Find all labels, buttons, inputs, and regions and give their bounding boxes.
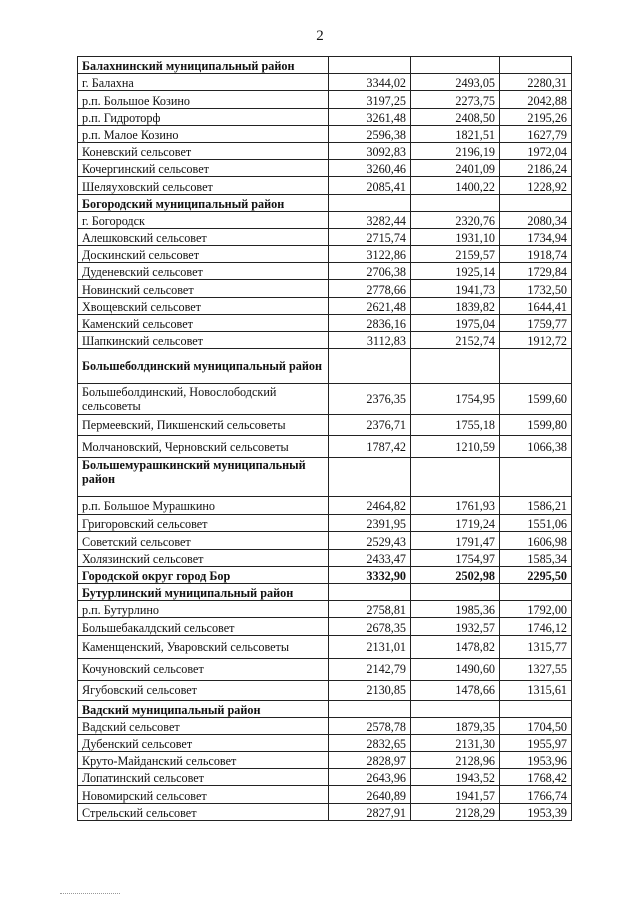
value-cell-3: 1732,50: [500, 280, 572, 297]
table-row: [78, 635, 572, 658]
value-cell-1: 3092,83: [329, 142, 411, 159]
value-cell-1: [329, 458, 411, 497]
value-cell-1: 3344,02: [329, 74, 411, 91]
table-row: [78, 108, 572, 125]
settlement-name-cell: Коневский сельсовет: [78, 142, 329, 159]
table-row: [78, 601, 572, 618]
value-cell-3: 1792,00: [500, 601, 572, 618]
value-cell-3: 1606,98: [500, 532, 572, 549]
settlement-name-cell: Большемурашкинский муниципальный район: [78, 458, 329, 497]
value-cell-3: 1768,42: [500, 769, 572, 786]
settlement-name-cell: Городской округ город Бор: [78, 566, 329, 583]
settlement-name-cell: Стрельский сельсовет: [78, 803, 329, 820]
value-cell-3: 1627,79: [500, 125, 572, 142]
value-cell-2: 1210,59: [411, 436, 500, 458]
table-row: [78, 532, 572, 549]
district-row: [78, 57, 572, 74]
settlement-name-cell: Балахнинский муниципальный район: [78, 57, 329, 74]
value-cell-3: 1327,55: [500, 658, 572, 680]
value-cell-1: 3282,44: [329, 211, 411, 228]
value-cell-2: 1941,73: [411, 280, 500, 297]
value-cell-3: 1228,92: [500, 177, 572, 194]
value-cell-2: 1755,18: [411, 415, 500, 436]
table-row: [78, 177, 572, 194]
table-row: [78, 246, 572, 263]
value-cell-2: 1754,97: [411, 549, 500, 566]
value-cell-3: 2042,88: [500, 91, 572, 108]
settlement-name-cell: Хвощевский сельсовет: [78, 297, 329, 314]
table-row: [78, 769, 572, 786]
settlement-name-cell: Холязинский сельсовет: [78, 549, 329, 566]
value-cell-3: 1599,60: [500, 384, 572, 415]
settlement-name-cell: Большеболдинский, Новослободский сельсоветы: [78, 384, 329, 415]
value-cell-2: [411, 57, 500, 74]
table-row: [78, 436, 572, 458]
settlement-name-cell: Кочергинский сельсовет: [78, 160, 329, 177]
value-cell-1: 2621,48: [329, 297, 411, 314]
value-cell-2: 1941,57: [411, 786, 500, 803]
settlement-name-cell: Каменщенский, Уваровский сельсоветы: [78, 635, 329, 658]
value-cell-2: 1839,82: [411, 297, 500, 314]
value-cell-3: 1586,21: [500, 497, 572, 515]
settlement-name-cell: Ягубовский сельсовет: [78, 680, 329, 700]
value-cell-1: 2832,65: [329, 734, 411, 751]
value-cell-2: [411, 583, 500, 600]
value-cell-3: 2186,24: [500, 160, 572, 177]
value-cell-3: [500, 349, 572, 384]
value-cell-1: 3112,83: [329, 332, 411, 349]
value-cell-1: 3260,46: [329, 160, 411, 177]
value-cell-2: 1985,36: [411, 601, 500, 618]
district-row: [78, 458, 572, 497]
value-cell-3: 1953,39: [500, 803, 572, 820]
settlement-name-cell: Григоровский сельсовет: [78, 515, 329, 532]
value-cell-2: 2131,30: [411, 734, 500, 751]
value-cell-1: 2715,74: [329, 228, 411, 245]
value-cell-3: 1551,06: [500, 515, 572, 532]
table-row: [78, 228, 572, 245]
value-cell-1: 2433,47: [329, 549, 411, 566]
value-cell-2: [411, 700, 500, 717]
settlement-name-cell: Шапкинский сельсовет: [78, 332, 329, 349]
district-row: [78, 194, 572, 211]
value-cell-3: 2195,26: [500, 108, 572, 125]
table-row: [78, 160, 572, 177]
value-cell-1: 2376,71: [329, 415, 411, 436]
value-cell-2: 1821,51: [411, 125, 500, 142]
table-row: [78, 384, 572, 415]
settlement-name-cell: Лопатинский сельсовет: [78, 769, 329, 786]
table-row: [78, 549, 572, 566]
value-cell-1: 2085,41: [329, 177, 411, 194]
settlement-name-cell: Новомирский сельсовет: [78, 786, 329, 803]
value-cell-2: 1490,60: [411, 658, 500, 680]
value-cell-1: 2391,95: [329, 515, 411, 532]
value-cell-3: 2080,34: [500, 211, 572, 228]
value-cell-1: 2778,66: [329, 280, 411, 297]
table-row: [78, 125, 572, 142]
value-cell-3: 2295,50: [500, 566, 572, 583]
settlement-name-cell: Бутурлинский муниципальный район: [78, 583, 329, 600]
value-cell-3: 2280,31: [500, 74, 572, 91]
settlement-name-cell: Дуденевский сельсовет: [78, 263, 329, 280]
value-cell-2: 1761,93: [411, 497, 500, 515]
value-cell-2: 1791,47: [411, 532, 500, 549]
value-cell-1: 2706,38: [329, 263, 411, 280]
settlement-name-cell: Богородский муниципальный район: [78, 194, 329, 211]
value-cell-2: [411, 194, 500, 211]
table-row: [78, 717, 572, 734]
value-cell-3: 1729,84: [500, 263, 572, 280]
value-cell-1: 2643,96: [329, 769, 411, 786]
table-body: [78, 57, 572, 821]
table-row: [78, 280, 572, 297]
page-number: 2: [316, 28, 324, 44]
value-cell-2: 2196,19: [411, 142, 500, 159]
table-row: [78, 297, 572, 314]
value-cell-3: [500, 458, 572, 497]
table-row: [78, 415, 572, 436]
value-cell-3: [500, 194, 572, 211]
settlement-name-cell: Алешковский сельсовет: [78, 228, 329, 245]
settlement-name-cell: Каменский сельсовет: [78, 314, 329, 331]
value-cell-1: 3122,86: [329, 246, 411, 263]
table-row: [78, 332, 572, 349]
value-cell-1: 2758,81: [329, 601, 411, 618]
table-row: [78, 658, 572, 680]
settlement-name-cell: р.п. Гидроторф: [78, 108, 329, 125]
value-cell-3: 1704,50: [500, 717, 572, 734]
value-cell-2: 2273,75: [411, 91, 500, 108]
table-row: [78, 734, 572, 751]
value-cell-3: 1644,41: [500, 297, 572, 314]
table-row: [78, 786, 572, 803]
value-cell-3: 1953,96: [500, 752, 572, 769]
value-cell-1: [329, 583, 411, 600]
value-cell-2: 2493,05: [411, 74, 500, 91]
value-cell-3: [500, 583, 572, 600]
value-cell-2: 2320,76: [411, 211, 500, 228]
table-row: [78, 142, 572, 159]
value-cell-1: [329, 700, 411, 717]
value-cell-2: 1478,82: [411, 635, 500, 658]
district-row: [78, 583, 572, 600]
settlement-name-cell: Большебакалдский сельсовет: [78, 618, 329, 635]
value-cell-3: 1734,94: [500, 228, 572, 245]
value-cell-1: 3332,90: [329, 566, 411, 583]
value-cell-2: 1754,95: [411, 384, 500, 415]
settlement-name-cell: Пермеевский, Пикшенский сельсоветы: [78, 415, 329, 436]
table-row: [78, 497, 572, 515]
value-cell-2: 1932,57: [411, 618, 500, 635]
value-cell-2: 2159,57: [411, 246, 500, 263]
value-cell-3: 1955,97: [500, 734, 572, 751]
settlement-name-cell: Кочуновский сельсовет: [78, 658, 329, 680]
table-row: [78, 752, 572, 769]
settlement-name-cell: Вадский сельсовет: [78, 717, 329, 734]
value-cell-1: 2142,79: [329, 658, 411, 680]
settlement-name-cell: г. Богородск: [78, 211, 329, 228]
table-row: [78, 211, 572, 228]
value-cell-2: 2152,74: [411, 332, 500, 349]
value-cell-2: 1879,35: [411, 717, 500, 734]
value-cell-1: 2640,89: [329, 786, 411, 803]
value-cell-1: 2596,38: [329, 125, 411, 142]
settlement-name-cell: Советский сельсовет: [78, 532, 329, 549]
value-cell-2: 1478,66: [411, 680, 500, 700]
value-cell-3: [500, 700, 572, 717]
value-cell-3: 1972,04: [500, 142, 572, 159]
value-cell-1: 2578,78: [329, 717, 411, 734]
district-row: [78, 700, 572, 717]
value-cell-3: 1599,80: [500, 415, 572, 436]
value-cell-3: 1766,74: [500, 786, 572, 803]
settlement-name-cell: р.п. Малое Козино: [78, 125, 329, 142]
table-row: [78, 91, 572, 108]
value-cell-1: 2678,35: [329, 618, 411, 635]
table-row: [78, 314, 572, 331]
settlement-name-cell: Большеболдинский муниципальный район: [78, 349, 329, 384]
settlement-name-cell: Доскинский сельсовет: [78, 246, 329, 263]
table-row: [78, 680, 572, 700]
value-cell-1: 1787,42: [329, 436, 411, 458]
value-cell-1: 2464,82: [329, 497, 411, 515]
value-cell-3: 1759,77: [500, 314, 572, 331]
value-cell-1: 3197,25: [329, 91, 411, 108]
value-cell-2: 1925,14: [411, 263, 500, 280]
value-cell-3: 1746,12: [500, 618, 572, 635]
value-cell-2: [411, 458, 500, 497]
settlement-name-cell: р.п. Большое Козино: [78, 91, 329, 108]
district-row: [78, 566, 572, 583]
value-cell-1: 2828,97: [329, 752, 411, 769]
value-cell-2: 1943,52: [411, 769, 500, 786]
value-cell-2: 1400,22: [411, 177, 500, 194]
value-cell-1: 2376,35: [329, 384, 411, 415]
value-cell-2: 2128,96: [411, 752, 500, 769]
value-cell-1: 2131,01: [329, 635, 411, 658]
value-cell-2: 2128,29: [411, 803, 500, 820]
value-cell-1: [329, 57, 411, 74]
table-row: [78, 74, 572, 91]
settlement-name-cell: Шеляуховский сельсовет: [78, 177, 329, 194]
value-cell-3: [500, 57, 572, 74]
tariff-table: [77, 56, 572, 821]
value-cell-1: [329, 349, 411, 384]
value-cell-1: [329, 194, 411, 211]
settlement-name-cell: Новинский сельсовет: [78, 280, 329, 297]
value-cell-1: 2836,16: [329, 314, 411, 331]
value-cell-2: 1719,24: [411, 515, 500, 532]
value-cell-2: 2401,09: [411, 160, 500, 177]
table-row: [78, 618, 572, 635]
value-cell-2: [411, 349, 500, 384]
value-cell-1: 2827,91: [329, 803, 411, 820]
settlement-name-cell: Круто-Майданский сельсовет: [78, 752, 329, 769]
table-row: [78, 803, 572, 820]
table-row: [78, 515, 572, 532]
value-cell-2: 2502,98: [411, 566, 500, 583]
value-cell-1: 2130,85: [329, 680, 411, 700]
footer-mark: [60, 893, 120, 897]
table-row: [78, 263, 572, 280]
settlement-name-cell: г. Балахна: [78, 74, 329, 91]
value-cell-3: 1918,74: [500, 246, 572, 263]
settlement-name-cell: Дубенский сельсовет: [78, 734, 329, 751]
value-cell-1: 2529,43: [329, 532, 411, 549]
settlement-name-cell: Вадский муниципальный район: [78, 700, 329, 717]
value-cell-3: 1585,34: [500, 549, 572, 566]
value-cell-2: 1931,10: [411, 228, 500, 245]
district-row: [78, 349, 572, 384]
value-cell-2: 2408,50: [411, 108, 500, 125]
settlement-name-cell: Молчановский, Черновский сельсоветы: [78, 436, 329, 458]
value-cell-1: 3261,48: [329, 108, 411, 125]
settlement-name-cell: р.п. Большое Мурашкино: [78, 497, 329, 515]
value-cell-3: 1315,61: [500, 680, 572, 700]
value-cell-3: 1912,72: [500, 332, 572, 349]
value-cell-3: 1315,77: [500, 635, 572, 658]
value-cell-3: 1066,38: [500, 436, 572, 458]
settlement-name-cell: р.п. Бутурлино: [78, 601, 329, 618]
value-cell-2: 1975,04: [411, 314, 500, 331]
